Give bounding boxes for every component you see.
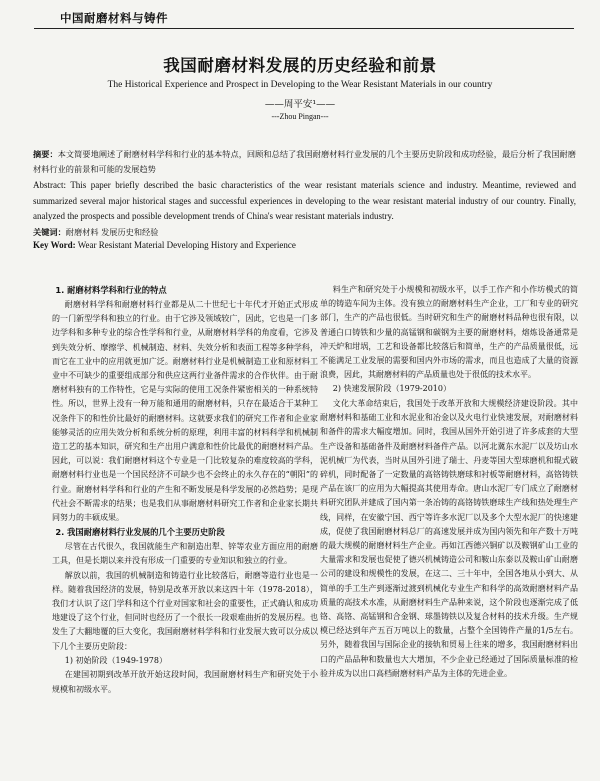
abstract-en-text: This paper briefly described the basic characteristics of the wear resistant materials science and industry. Meantime, reviewed and summarized several major historical stages and successful experiences in developing to the wear resistant material industry of our country. Finally, analyzed the prospects and possible development trends of China's wear resistant materials industry. <box>33 180 576 221</box>
section-heading: 2) 快速发展阶段（1979-2010） <box>332 384 451 394</box>
keywords-zh <box>33 225 576 239</box>
body-paragraph: 料生产和研究处于小规模和初级水平，以手工作产和小作坊模式的简单的铸造车间为主体。没有独立的耐磨材料生产企业，工厂和专业的研究部门，生产的产品也很低。当时研究和生产的耐磨材料品种也很有限，以普通白口铸铁和少量的高锰钢和碳钢为主要的耐磨材料，熔炼设备通常是冲天炉和坩埚，工艺和设备都比较落后和简单，生产的产品质量很低，远不能满足工业发展的需要和国内外市场的需求，而且也造成了大量的资源浪费，因此，其耐磨材料的产品质量也处于很低的技术水平。 <box>320 285 578 380</box>
body-column-right <box>320 283 578 775</box>
header-rule <box>34 28 574 29</box>
article-title-zh: 我国耐磨材料发展的历史经验和前景 <box>163 56 437 75</box>
abstract-zh-text: 本文简要地阐述了耐磨材料学科和行业的基本特点，回顾和总结了我国耐磨材料行业发展的几个主要历史阶段和成功经验，最后分析了我国耐磨材料行业的前景和可能的发展趋势 <box>33 149 576 174</box>
abstract-zh-label: 摘要： <box>33 149 58 159</box>
abstract-block <box>33 147 576 252</box>
author-zh: ——周平安¹—— <box>264 99 336 110</box>
author-en: ---Zhou Pingan--- <box>271 112 329 121</box>
body-paragraph: 在建国初期到改革开放开始这段时间，我国耐磨材料生产和研究处于小规模和初级水平。 <box>52 670 318 694</box>
article-title-en: The Historical Experience and Prospect in Developing to the Wear Resistant Materials in our country <box>107 80 493 90</box>
abstract-en <box>33 178 576 225</box>
keywords-zh-text: 耐磨材料 发展历史和经验 <box>65 226 159 237</box>
body-paragraph: 文化大革命结束后，我国处于改革开放和大规模经济建设阶段。其中耐磨材料和基础工业和水泥业和冶金以及火电行业快速发展，对耐磨材料和备件的需求大幅度增加。同时，我国从国外开始引进了许多成套的大型生产设备和基础备件及耐磨材料备件产品。以河北冀东水泥厂以及坊山水泥机械厂为代表，当时从国外引进了瑞士、丹麦等国大型球磨机和辊式破碎机，同时配备了一定数量的高铬铸铁磨球和衬板等耐磨材料，高铬铸铁产品在该厂的应用为大幅提高其使用寿命。唐山水泥厂专门成立了耐磨材料研究团队并建成了国内第一条冶铸的高铬铸铁磨球生产线和热处理生产线，同样，在安徽宁国、西宁等许多水泥厂以及多个大型水泥厂的快速建成，促使了我国耐磨材料总厂的高速发展并成为国内领先和年产数十万吨的最大规模的耐磨材料生产企业。再如江西德兴铜矿以及鞍钢矿山工业的大量需求和发展也促使了德兴机械铸造公司和鞍山东泰以及鞍山矿山耐磨公司的建设和规模性的发展，在这二、三十年中，全国各地从小到大、从简单的手工生产到逐渐过渡到机械化专业生产和科学的高效耐磨材料产品质量的高技术水准，从耐磨材料生产品种来说，这个阶段也逐渐完成了低铬、高铬、高锰钢和合金钢、球墨铸铁以及复合材料的技术升级。生产规模已经达到年产五百万吨以上的数量，占整个全国铸件产量的1/5左右。另外，随着我国与国际企业的接轨和贸易上往来的增多，我国耐磨材料出口的产品品种和数量也大大增加，不少企业已经通过了国际质量标准的检验并成为以出口高档耐磨材料产品为主体的先进企业。 <box>320 398 578 678</box>
abstract-en-label: Abstract: <box>33 180 66 190</box>
section-heading: 1. 耐磨材料学科和行业的特点 <box>55 285 167 295</box>
keywords-zh-label: 关键词： <box>33 226 66 237</box>
keywords-en-label: Key Word: <box>33 239 76 250</box>
keywords-en <box>33 239 576 252</box>
body-paragraph: 尽管在古代很久，我国就能生产和制造出犁、锌等农业方面应用的耐磨工具，但是长期以来并没有形成一门重要的专业知识和独立的行业。 <box>52 542 318 566</box>
section-heading: 2. 我国耐磨材料行业发展的几个主要历史阶段 <box>55 527 225 538</box>
body-paragraph: 解放以前，我国的机械制造和铸造行业比较落后，耐磨等造行业也是一样。随着我国经济的发展，特别是改革开放以来这四十年（1978-2018），我们才认识了这门学科和这个行业对国家和社会的重要性，正式确认和成功地建设了这个行业，但同时也经历了一个很长一段艰难曲折的发展历程。也发生了大翻地覆的巨大变化，我国耐磨材料学科和行业发展大致可以分成以下几个主要历史阶段： <box>52 570 318 651</box>
keywords-en-text: Wear Resistant Material Developing History and Experience <box>77 239 296 250</box>
body-column-left <box>52 283 318 775</box>
section-heading: 1) 初始阶段（1949-1978） <box>64 655 167 665</box>
abstract-zh <box>33 147 576 177</box>
running-head-journal: 中国耐磨材料与铸件 <box>60 11 168 25</box>
body-paragraph: 耐磨材料学科和耐磨材料行业都是从二十世纪七十年代才开始正式形成的一门新型学科和独立的行业。由于它涉及领域较广，因此，它也是一门多边学科和多种专业的综合性学科和行业，从耐磨材料学科的角度看，它涉及到失效分析、摩擦学、机械制造、材料、失效分析和表面工程等多种学科，而它在工业中的应用就更加广泛。耐磨材料行业是机械制造工业和原材料工业中不可缺少的重要组成部分和供应这两行业备件需求的合作伙伴。由于耐磨材料独有的工作特性，它是与实际的使用工况条件紧密相关的一种系统特性。所以，世界上没有一种万能和通用的耐磨材料，只存在最适合于某种工况条件下的和性价比最好的耐磨材料。这就要求我们的研究工作者和企业家能够灵活的应用失效分析和系统分析的原理，利用丰富的材料科学和机械制造工艺的基本知识，研究和生产出用户满意和性价比最优的耐磨材料产品。因此，可以说：我们耐磨材料这个专业是一门比较复杂的难度较高的学科，耐磨材料行业也是一个国民经济不可缺少也不会终止的永久存在的“朝阳”的行业。耐磨材料学科和行业的产生和不断发展是科学发展的必然趋势；是现代社会不断需求的结果；也是我们从事耐磨材料研究工作者和企业家长期共同努力的丰硕成果。 <box>52 300 318 523</box>
